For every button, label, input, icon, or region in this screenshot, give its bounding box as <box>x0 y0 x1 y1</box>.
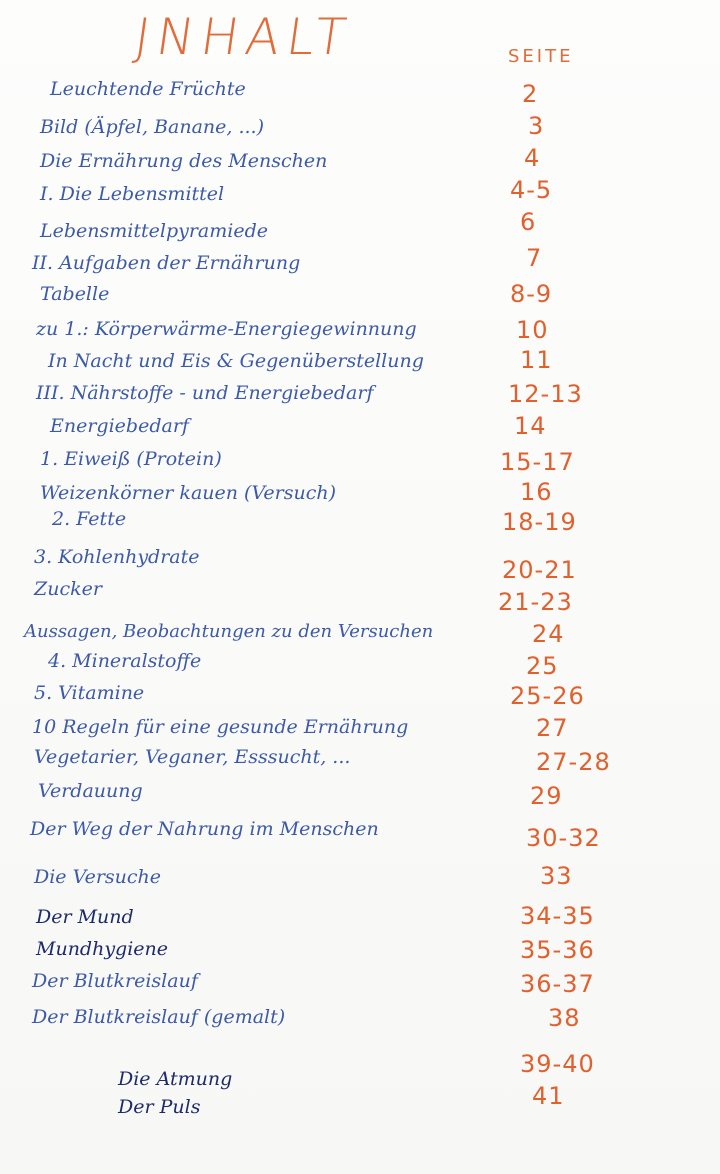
toc-entry-page: 25 <box>526 652 559 680</box>
toc-entry-page: 24 <box>532 620 565 648</box>
toc-entry-title: 5. Vitamine <box>34 682 145 704</box>
toc-entry-title: Zucker <box>34 578 102 600</box>
toc-entry-title: Mundhygiene <box>36 938 169 960</box>
toc-entry-title: I. Die Lebensmittel <box>40 183 225 205</box>
toc-entry-page: 33 <box>540 862 573 890</box>
toc-entry-title: 4. Mineralstoffe <box>48 650 202 672</box>
toc-entry-title: Leuchtende Früchte <box>50 78 246 100</box>
toc-entry-page: 21-23 <box>498 588 573 616</box>
toc-entry-title: Verdauung <box>38 780 143 802</box>
toc-entry-page: 4-5 <box>510 176 553 204</box>
toc-entry-page: 27-28 <box>536 748 611 776</box>
toc-entry-page: 8-9 <box>510 280 553 308</box>
toc-entry-title: III. Nährstoffe - und Energiebedarf <box>36 382 374 404</box>
toc-entry-page: 18-19 <box>502 508 577 536</box>
toc-entry-page: 14 <box>514 412 547 440</box>
toc-entry-title: Die Versuche <box>34 866 162 888</box>
toc-entry-page: 6 <box>520 208 537 236</box>
toc-entry-page: 41 <box>532 1082 565 1110</box>
page-column-label: SEITE <box>508 46 574 67</box>
toc-entry-title: Die Atmung <box>118 1068 233 1090</box>
toc-entry-title: Bild (Äpfel, Banane, ...) <box>40 116 264 138</box>
toc-entry-title: II. Aufgaben der Ernährung <box>32 252 301 274</box>
toc-entry-title: In Nacht und Eis & Gegenüberstellung <box>48 350 424 372</box>
toc-entry-page: 34-35 <box>520 902 595 930</box>
toc-entry-page: 35-36 <box>520 936 595 964</box>
toc-entry-title: Die Ernährung des Menschen <box>40 150 328 172</box>
toc-entry-page: 36-37 <box>520 970 595 998</box>
toc-entry-page: 11 <box>520 346 553 374</box>
toc-entry-page: 38 <box>548 1004 581 1032</box>
toc-entry-title: Der Puls <box>118 1096 201 1118</box>
toc-entry-page: 30-32 <box>526 824 601 852</box>
toc-entry-page: 12-13 <box>508 380 583 408</box>
toc-entry-page: 15-17 <box>500 448 575 476</box>
toc-entry-page: 4 <box>524 144 541 172</box>
page-title: JNHALT <box>130 8 357 66</box>
toc-entry-page: 10 <box>516 316 549 344</box>
toc-entry-title: Der Weg der Nahrung im Menschen <box>30 818 379 840</box>
toc-entry-title: 3. Kohlenhydrate <box>34 546 200 568</box>
toc-entry-title: 2. Fette <box>52 508 127 530</box>
toc-entry-page: 20-21 <box>502 556 577 584</box>
toc-entry-title: 1. Eiweiß (Protein) <box>40 448 222 470</box>
toc-entry-title: Der Blutkreislauf (gemalt) <box>32 1006 286 1028</box>
toc-entry-page: 7 <box>526 244 543 272</box>
toc-entry-title: Tabelle <box>40 283 110 305</box>
toc-entry-title: Der Blutkreislauf <box>32 970 198 992</box>
toc-entry-title: Der Mund <box>36 906 134 928</box>
toc-entry-page: 29 <box>530 782 563 810</box>
toc-entry-page: 25-26 <box>510 682 585 710</box>
toc-entry-page: 3 <box>528 112 545 140</box>
toc-entry-title: Vegetarier, Veganer, Esssucht, ... <box>34 746 351 768</box>
toc-entry-page: 27 <box>536 714 569 742</box>
toc-entry-page: 39-40 <box>520 1050 595 1078</box>
toc-entry-title: Weizenkörner kauen (Versuch) <box>40 482 337 504</box>
toc-entry-page: 16 <box>520 478 553 506</box>
toc-entry-title: zu 1.: Körperwärme-Energiegewinnung <box>36 318 417 340</box>
toc-entry-title: 10 Regeln für eine gesunde Ernährung <box>32 716 409 738</box>
toc-entry-title: Energiebedarf <box>50 415 189 437</box>
toc-entry-title: Lebensmittelpyramiede <box>40 220 268 242</box>
toc-entry-title: Aussagen, Beobachtungen zu den Versuchen <box>24 621 434 642</box>
toc-entry-page: 2 <box>522 80 539 108</box>
